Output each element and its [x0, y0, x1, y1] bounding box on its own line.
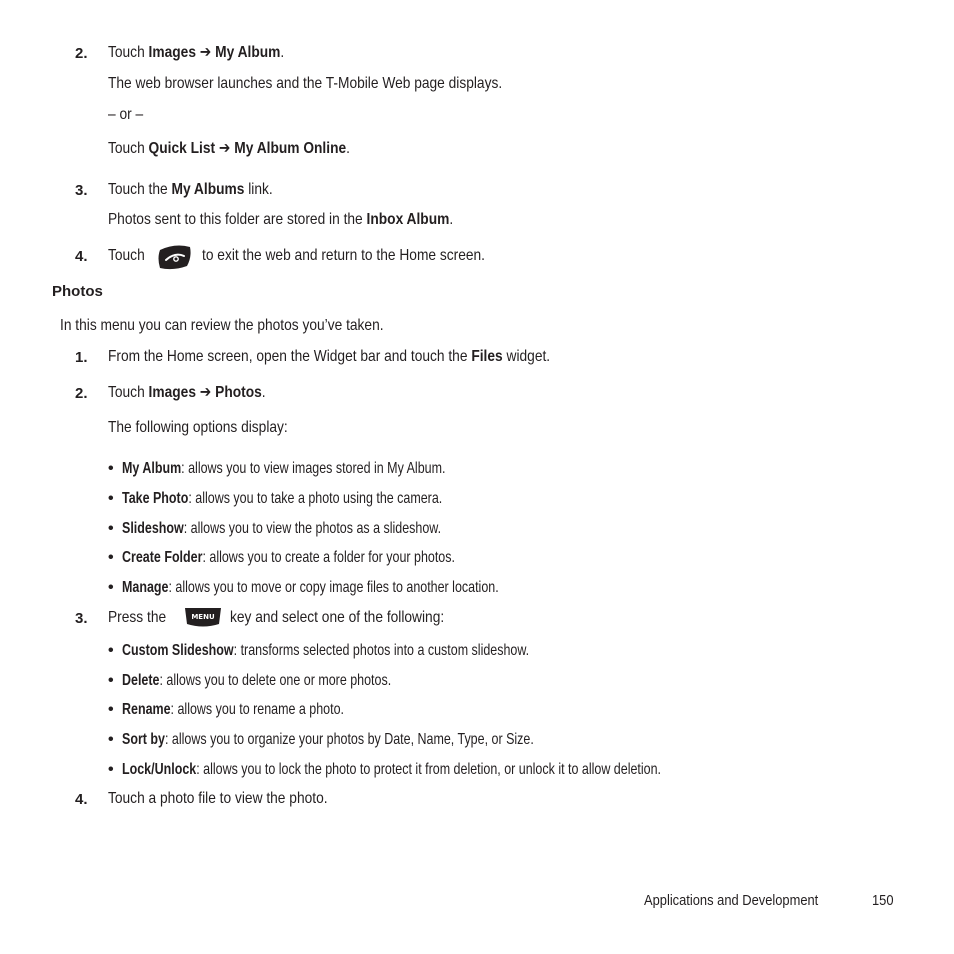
- step-4a-rest: to exit the web and return to the Home screen.: [202, 247, 486, 264]
- step-number: 1.: [75, 349, 88, 366]
- photos-sent-line: Photos sent to this folder are stored in the Inbox Album.: [108, 211, 454, 228]
- step-2a-line: Touch Images ➔ My Album.: [108, 44, 285, 61]
- step-number: 4.: [75, 791, 88, 808]
- svg-text:MENU: MENU: [191, 613, 215, 621]
- step-number: 3.: [75, 182, 88, 199]
- or-separator: – or –: [108, 106, 144, 123]
- arrow-icon: ➔: [199, 384, 212, 401]
- step-number: 2.: [75, 385, 88, 402]
- step-3a-line: Touch the My Albums link.: [108, 181, 273, 198]
- browser-line: The web browser launches and the T-Mobile Web page displays.: [108, 75, 503, 92]
- page-number: 150: [872, 892, 894, 909]
- step-3b-rest: key and select one of the following:: [230, 609, 445, 626]
- step-4a-line: Touch: [108, 247, 145, 264]
- menu-key-icon: [184, 606, 222, 628]
- step-number: 2.: [75, 45, 88, 62]
- section-intro: In this menu you can review the photos you’ve taken.: [60, 317, 384, 334]
- end-call-key-icon: [157, 244, 193, 270]
- arrow-icon: ➔: [199, 44, 212, 61]
- step-number: 4.: [75, 248, 88, 265]
- options-intro: The following options display:: [108, 419, 288, 436]
- step-2a-alt-line: Touch Quick List ➔ My Album Online.: [108, 140, 350, 157]
- step-1b-line: From the Home screen, open the Widget bar and touch the Files widget.: [108, 348, 551, 365]
- section-heading-photos: Photos: [52, 283, 103, 300]
- footer-section-title: Applications and Development: [644, 892, 819, 909]
- step-3b-line: Press the: [108, 609, 167, 626]
- step-4b-line: Touch a photo file to view the photo.: [108, 790, 328, 807]
- step-2b-line: Touch Images ➔ Photos.: [108, 384, 266, 401]
- arrow-icon: ➔: [218, 140, 231, 157]
- step-number: 3.: [75, 610, 88, 627]
